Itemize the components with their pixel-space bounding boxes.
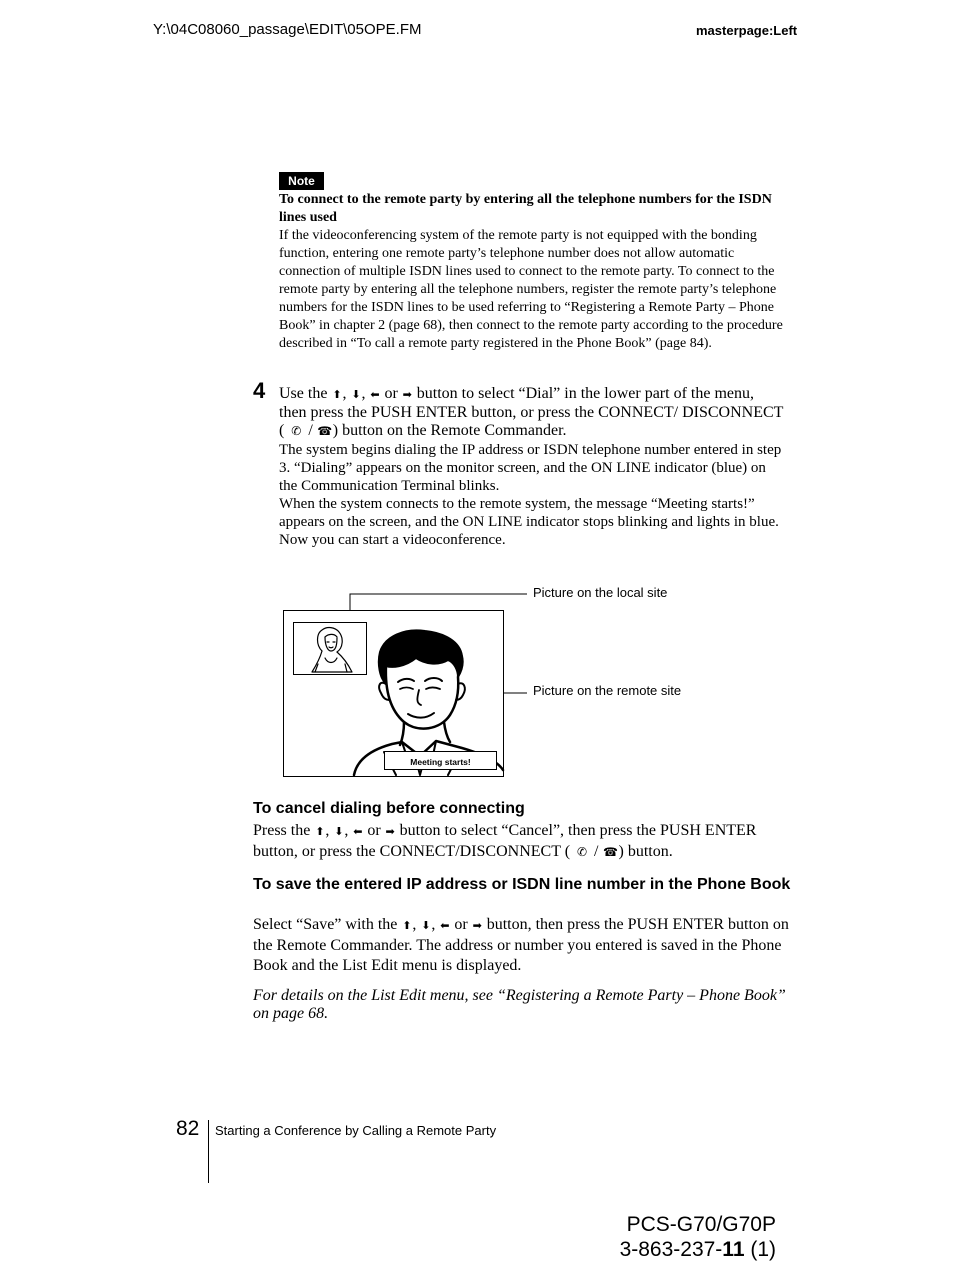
step-number: 4 [253,378,266,403]
comma-text: , [412,916,417,933]
code-suffix: (1) [744,1238,776,1261]
right-arrow-icon: ➡ [402,388,412,401]
comma-text: , [325,822,330,839]
remote-site-caption: Picture on the remote site [533,683,682,698]
meeting-starts-banner [384,751,497,770]
down-arrow-icon: ⬇ [421,919,431,932]
phone-connect-icon: ✆ [291,424,302,438]
code-bold: 11 [722,1238,745,1261]
comma-text: , [344,822,349,839]
comma-text: , [342,385,347,402]
phone-disconnect-icon: ☎ [603,845,618,859]
cancel-heading: To cancel dialing before connecting [253,800,525,817]
left-arrow-icon: ⬅ [440,919,450,932]
down-arrow-icon: ⬇ [351,388,361,401]
page-number: 82 [176,1117,200,1140]
section-title: Starting a Conference by Calling a Remote Party [215,1123,497,1138]
cancel-text-press: Press the [253,822,311,839]
right-arrow-icon: ➡ [385,825,395,838]
cancel-paragraph [253,821,793,862]
list-edit-reference: For details on the List Edit menu, see “Registering a Remote Party – Phone Book” on page 68. [253,987,786,1022]
or-text: or [384,385,398,402]
header-masterpage: masterpage:Left [696,23,798,38]
note-title: To connect to the remote party by entering all the telephone numbers for the ISDN lines used [279,192,772,225]
footer-divider [208,1120,209,1183]
down-arrow-icon: ⬇ [334,825,344,838]
step-text-rest2: ) button on the Remote Commander. [332,422,567,439]
right-arrow-icon: ➡ [472,919,482,932]
slash-text: / [594,843,599,860]
save-text-rest: button, then press the PUSH ENTER button on the Remote Commander. The address or number you entered is saved in the Phone Book and the List Edit menu is displayed. [253,916,789,974]
up-arrow-icon: ⬆ [332,388,342,401]
step-para-start: Now you can start a videoconference. [279,532,506,548]
local-site-caption: Picture on the local site [533,585,668,600]
phone-connect-icon: ✆ [577,845,588,859]
header-file-path: Y:\04C08060_passage\EDIT\05OPE.FM [153,21,422,38]
phone-disconnect-icon: ☎ [317,424,333,438]
meeting-starts-text: Meeting starts! [410,757,471,767]
step-text-use-the: Use the [279,385,328,402]
left-arrow-icon: ⬅ [370,388,380,401]
up-arrow-icon: ⬆ [315,825,325,838]
step-para-dialing: The system begins dialing the IP address or ISDN telephone number entered in step 3. “Dialing” appears on the monitor screen, and the ON LINE indicator (blue) on the Communication Terminal blinks. [279,442,782,494]
document-code [560,1237,776,1262]
comma-text: , [361,385,366,402]
save-paragraph [253,915,793,976]
comma-text: , [431,916,436,933]
note-label: Note [279,172,324,190]
code-prefix: 3-863-237- [619,1238,723,1261]
cancel-text-rest1: button to select “Cancel”, then press the PUSH ENTER button, or press the CONNECT/DISCONNECT ( [253,822,757,860]
save-text-select: Select “Save” with the [253,916,398,933]
model-block [560,1212,776,1262]
cancel-text-rest2: ) button. [618,843,673,860]
save-heading: To save the entered IP address or ISDN line number in the Phone Book [253,876,791,893]
step-para-connected: When the system connects to the remote system, the message “Meeting starts!” appears on the screen, and the ON LINE indicator stops blinking and lights in blue. [279,496,779,530]
model-name: PCS-G70/G70P [626,1213,776,1236]
slash-text: / [308,422,313,439]
left-arrow-icon: ⬅ [353,825,363,838]
note-body: If the videoconferencing system of the remote party is not equipped with the bonding function, entering one remote party’s telephone number does not allow automatic connection of multiple ISDN lines used to connect to the remote party. To connect to the remote party by entering all the telephone numbers, register the remote party’s telephone numbers for the ISDN lines to be used referring to “Registering a Remote Party – Phone Book” in chapter 2 (page 68), then connect to the remote party according to the procedure described in “To call a remote party registered in the Phone Book” (page 84). [279,228,783,351]
or-text: or [454,916,468,933]
local-picture-inset [294,623,367,675]
step-text-rest1: button to select “Dial” in the lower part of the menu, then press the PUSH ENTER button, or press the CONNECT/ DISCONNECT ( [279,385,784,439]
up-arrow-icon: ⬆ [402,919,412,932]
or-text: or [367,822,381,839]
